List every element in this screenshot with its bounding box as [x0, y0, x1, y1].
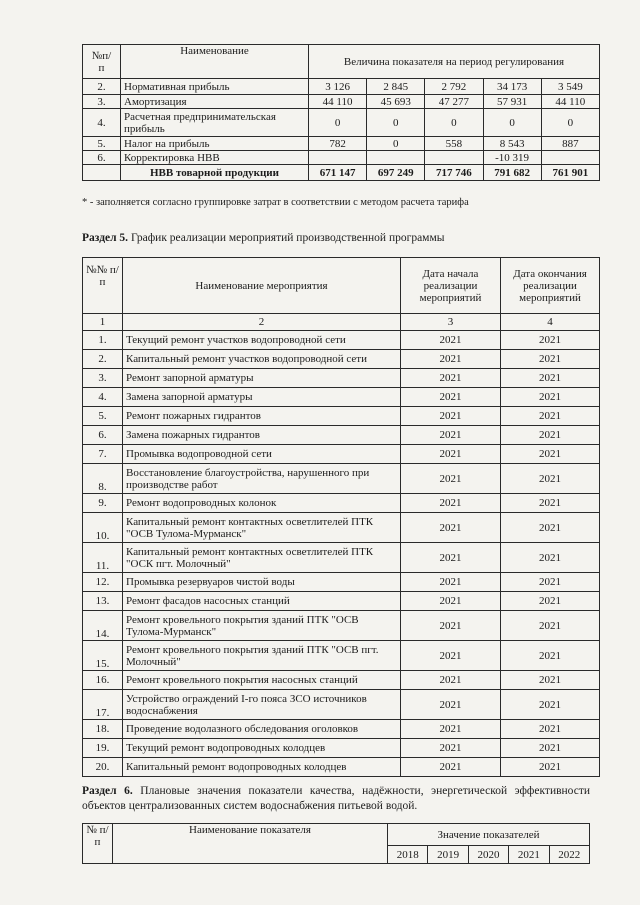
value-cell: 0: [425, 109, 483, 137]
row-num: 15.: [83, 641, 123, 671]
value-cell: 34 173: [483, 79, 541, 95]
table-row: [83, 137, 600, 151]
year-cell: 2020: [468, 846, 508, 864]
schedule-table: [82, 257, 600, 777]
start-date: 2021: [401, 369, 501, 388]
row-name: Капитальный ремонт участков водопроводной сети: [123, 350, 401, 369]
section-title: Плановые значения показатели качества, надёжности, энергетической эффективности объектов централизованных систем водоснабжения питьевой водой.: [82, 785, 591, 812]
table-row: [83, 671, 600, 690]
value-cell: 0: [483, 109, 541, 137]
section-6-heading: [82, 784, 590, 814]
index-cell: 4: [501, 314, 600, 331]
row-num: 3.: [83, 369, 123, 388]
section-title: График реализации мероприятий производственной программы: [128, 232, 445, 244]
value-cell: 57 931: [483, 95, 541, 109]
value-cell: [425, 151, 483, 165]
section-label: Раздел 5.: [82, 232, 129, 244]
row-name: Промывка резервуаров чистой воды: [123, 573, 401, 592]
end-date: 2021: [501, 464, 600, 494]
header-value: Величина показателя на период регулирования: [309, 45, 600, 79]
table-row: [83, 573, 600, 592]
value-cell: 671 147: [309, 165, 367, 181]
value-cell: [541, 151, 599, 165]
table-row: [83, 109, 600, 137]
table-row: [83, 464, 600, 494]
row-name: Замена пожарных гидрантов: [123, 426, 401, 445]
year-cell: 2022: [549, 846, 589, 864]
footnote: * - заполняется согласно группировке затрат в соответствии с методом расчета тарифа: [82, 197, 469, 208]
row-num: 4.: [83, 109, 121, 137]
header-num: №п/ п: [83, 45, 121, 79]
value-cell: 558: [425, 137, 483, 151]
value-cell: 887: [541, 137, 599, 151]
header-name: Наименование показателя: [113, 824, 388, 864]
row-name: Устройство ограждений I-го пояса ЗСО источников водоснабжения: [123, 690, 401, 720]
row-num: 3.: [83, 95, 121, 109]
value-cell: 3 549: [541, 79, 599, 95]
start-date: 2021: [401, 445, 501, 464]
table-row: [83, 690, 600, 720]
value-cell: [367, 151, 425, 165]
table-row: [83, 592, 600, 611]
row-num: 14.: [83, 611, 123, 641]
end-date: 2021: [501, 573, 600, 592]
start-date: 2021: [401, 513, 501, 543]
row-num: 9.: [83, 494, 123, 513]
value-cell: 2 845: [367, 79, 425, 95]
table-row: [83, 611, 600, 641]
start-date: 2021: [401, 407, 501, 426]
start-date: 2021: [401, 350, 501, 369]
end-date: 2021: [501, 758, 600, 777]
end-date: 2021: [501, 671, 600, 690]
value-cell: 8 543: [483, 137, 541, 151]
start-date: 2021: [401, 494, 501, 513]
row-name: Текущий ремонт участков водопроводной сети: [123, 331, 401, 350]
row-num: 8.: [83, 464, 123, 494]
value-cell: 47 277: [425, 95, 483, 109]
row-name: НВВ товарной продукции: [121, 165, 309, 181]
row-num: 6.: [83, 426, 123, 445]
table-row: [83, 758, 600, 777]
table-row: [83, 407, 600, 426]
row-name: Восстановление благоустройства, нарушенного при производстве работ: [123, 464, 401, 494]
start-date: 2021: [401, 611, 501, 641]
end-date: 2021: [501, 445, 600, 464]
row-name: Ремонт водопроводных колонок: [123, 494, 401, 513]
start-date: 2021: [401, 690, 501, 720]
index-cell: 2: [123, 314, 401, 331]
indicators-table: [82, 823, 590, 864]
value-cell: 2 792: [425, 79, 483, 95]
value-cell: -10 319: [483, 151, 541, 165]
value-cell: 0: [367, 109, 425, 137]
end-date: 2021: [501, 388, 600, 407]
row-num: 16.: [83, 671, 123, 690]
start-date: 2021: [401, 720, 501, 739]
start-date: 2021: [401, 758, 501, 777]
row-name: Ремонт пожарных гидрантов: [123, 407, 401, 426]
table-row: [83, 513, 600, 543]
row-num: 18.: [83, 720, 123, 739]
table-row: [83, 388, 600, 407]
end-date: 2021: [501, 494, 600, 513]
index-cell: 3: [401, 314, 501, 331]
row-num: 17.: [83, 690, 123, 720]
table-row: [83, 720, 600, 739]
start-date: 2021: [401, 671, 501, 690]
row-num: 11.: [83, 543, 123, 573]
row-name: Капитальный ремонт водопроводных колодцев: [123, 758, 401, 777]
index-cell: 1: [83, 314, 123, 331]
table-row: [83, 739, 600, 758]
value-cell: 45 693: [367, 95, 425, 109]
end-date: 2021: [501, 369, 600, 388]
row-num: 6.: [83, 151, 121, 165]
header-start: Дата начала реализации мероприятий: [401, 258, 501, 314]
table-row: [83, 426, 600, 445]
start-date: 2021: [401, 573, 501, 592]
row-num: 19.: [83, 739, 123, 758]
row-num: 1.: [83, 331, 123, 350]
value-cell: 44 110: [541, 95, 599, 109]
value-cell: 761 901: [541, 165, 599, 181]
header-num: №№ п/п: [83, 258, 123, 314]
table-row: [83, 445, 600, 464]
end-date: 2021: [501, 350, 600, 369]
row-name: Амортизация: [121, 95, 309, 109]
row-name: Налог на прибыль: [121, 137, 309, 151]
row-num: 13.: [83, 592, 123, 611]
end-date: 2021: [501, 611, 600, 641]
end-date: 2021: [501, 720, 600, 739]
row-num: [83, 165, 121, 181]
table-row: [83, 494, 600, 513]
row-name: Проведение водолазного обследования оголовков: [123, 720, 401, 739]
table-row: [83, 331, 600, 350]
value-cell: 697 249: [367, 165, 425, 181]
row-num: 10.: [83, 513, 123, 543]
start-date: 2021: [401, 592, 501, 611]
row-num: 12.: [83, 573, 123, 592]
start-date: 2021: [401, 641, 501, 671]
value-cell: [309, 151, 367, 165]
start-date: 2021: [401, 331, 501, 350]
header-num: № п/п: [83, 824, 113, 864]
end-date: 2021: [501, 592, 600, 611]
value-cell: 782: [309, 137, 367, 151]
end-date: 2021: [501, 690, 600, 720]
year-cell: 2018: [388, 846, 428, 864]
table-row: [83, 151, 600, 165]
table-row: [83, 165, 600, 181]
end-date: 2021: [501, 407, 600, 426]
row-name: Ремонт фасадов насосных станций: [123, 592, 401, 611]
row-name: Капитальный ремонт контактных осветлителей ПТК "ОСВ Тулома-Мурманск": [123, 513, 401, 543]
end-date: 2021: [501, 641, 600, 671]
row-name: Корректировка НВВ: [121, 151, 309, 165]
year-cell: 2021: [509, 846, 549, 864]
start-date: 2021: [401, 739, 501, 758]
tariff-table: [82, 44, 600, 181]
row-num: 2.: [83, 350, 123, 369]
end-date: 2021: [501, 543, 600, 573]
year-cell: 2019: [428, 846, 468, 864]
table-row: [83, 95, 600, 109]
row-name: Текущий ремонт водопроводных колодцев: [123, 739, 401, 758]
end-date: 2021: [501, 331, 600, 350]
end-date: 2021: [501, 513, 600, 543]
table-row: [83, 543, 600, 573]
row-name: Замена запорной арматуры: [123, 388, 401, 407]
start-date: 2021: [401, 426, 501, 445]
table-row: [83, 641, 600, 671]
row-name: Промывка водопроводной сети: [123, 445, 401, 464]
row-name: Расчетная предпринимательская прибыль: [121, 109, 309, 137]
row-name: Ремонт кровельного покрытия насосных станций: [123, 671, 401, 690]
row-num: 5.: [83, 137, 121, 151]
value-cell: 791 682: [483, 165, 541, 181]
row-num: 7.: [83, 445, 123, 464]
start-date: 2021: [401, 388, 501, 407]
value-cell: 3 126: [309, 79, 367, 95]
row-name: Ремонт кровельного покрытия зданий ПТК "ОСВ пгт. Молочный": [123, 641, 401, 671]
row-num: 4.: [83, 388, 123, 407]
header-end: Дата окончания реализации мероприятий: [501, 258, 600, 314]
row-num: 20.: [83, 758, 123, 777]
row-num: 5.: [83, 407, 123, 426]
start-date: 2021: [401, 543, 501, 573]
table-row: [83, 79, 600, 95]
section-label: Раздел 6.: [82, 785, 133, 797]
header-name: Наименование мероприятия: [123, 258, 401, 314]
row-name: Нормативная прибыль: [121, 79, 309, 95]
value-cell: 0: [541, 109, 599, 137]
value-cell: 717 746: [425, 165, 483, 181]
section-5-heading: [82, 232, 444, 244]
end-date: 2021: [501, 739, 600, 758]
row-name: Капитальный ремонт контактных осветлителей ПТК "ОСК пгт. Молочный": [123, 543, 401, 573]
row-num: 2.: [83, 79, 121, 95]
value-cell: 0: [309, 109, 367, 137]
table-row: [83, 350, 600, 369]
row-name: Ремонт запорной арматуры: [123, 369, 401, 388]
header-value: Значение показателей: [388, 824, 590, 846]
value-cell: 0: [367, 137, 425, 151]
header-name: Наименование: [121, 45, 309, 79]
row-name: Ремонт кровельного покрытия зданий ПТК "ОСВ Тулома-Мурманск": [123, 611, 401, 641]
end-date: 2021: [501, 426, 600, 445]
table-row: [83, 369, 600, 388]
value-cell: 44 110: [309, 95, 367, 109]
start-date: 2021: [401, 464, 501, 494]
